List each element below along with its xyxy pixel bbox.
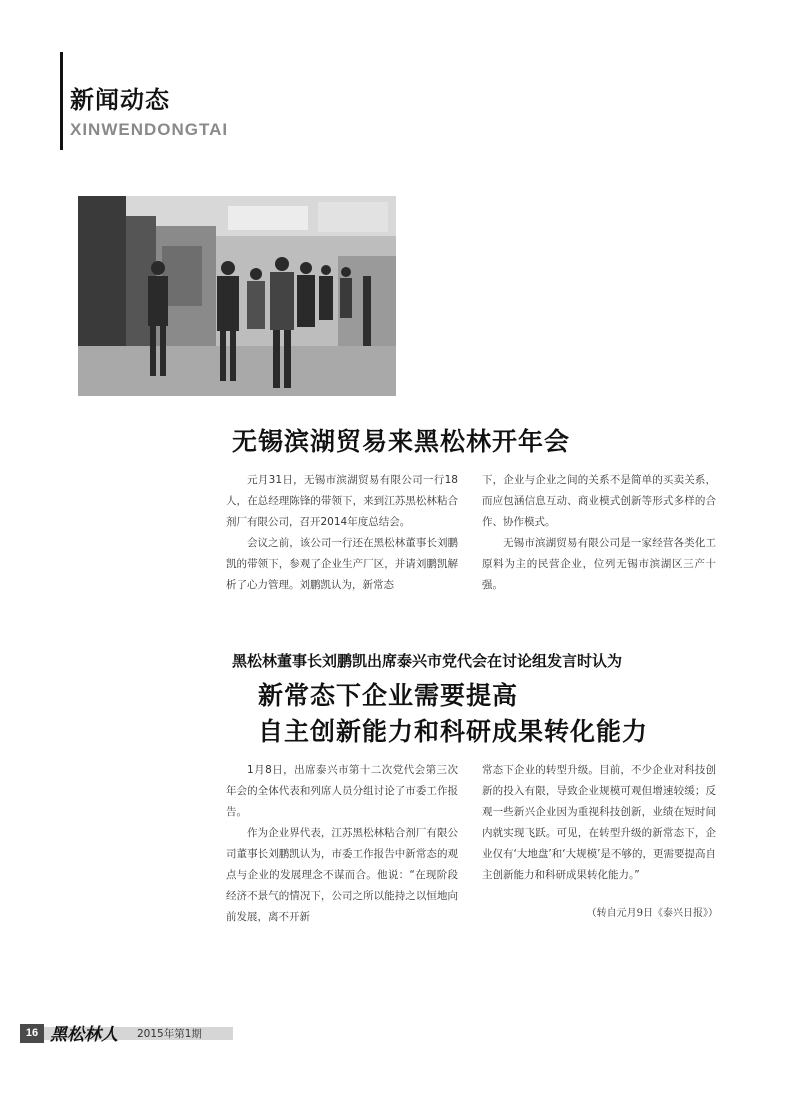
article2-paragraph: 1月8日，出席泰兴市第十二次党代会第三次年会的全体代表和列席人员分组讨论了市委工作报告。: [226, 764, 458, 818]
article2-right-column: [482, 760, 716, 886]
article1-paragraph: 下，企业与企业之间的关系不是简单的买卖关系，而应包涵信息互动、商业模式创新等形式多样的合作、协作模式。: [482, 474, 716, 528]
magazine-logo: 黑松林人: [50, 1025, 118, 1045]
page-number: 16: [20, 1024, 44, 1043]
article2-title-line1: 新常态下企业需要提高: [258, 681, 519, 710]
article2-paragraph: 常态下企业的转型升级。目前，不少企业对科技创新的投入有限，导致企业规模可观但增速较缓；反观一些新兴企业因为重视科技创新，业绩在短时间内就实现飞跃。可见，在转型升级的新常态下，企业仅有‘大地盘’和‘大规模’是不够的，更需要提高自主创新能力和科研成果转化能力。”: [482, 764, 716, 881]
article2-kicker: 黑松林董事长刘鹏凯出席泰兴市党代会在讨论组发言时认为: [232, 652, 623, 670]
section-pinyin: XINWENDONGTAI: [70, 120, 229, 139]
section-accent-bar: [60, 52, 63, 150]
article1-paragraph: 无锡市滨湖贸易有限公司是一家经营各类化工原料为主的民营企业，位列无锡市滨湖区三产十强。: [482, 537, 716, 591]
news-photo: [78, 196, 396, 396]
article2-left-column: [226, 760, 458, 928]
article1-left-column: [226, 470, 458, 596]
article1-paragraph: 会议之前，该公司一行还在黑松林董事长刘鹏凯的带领下，参观了企业生产厂区，并请刘鹏凯解析了心力管理。刘鹏凯认为，新常态: [226, 537, 458, 591]
article1-right-column: [482, 470, 716, 596]
article1-title: 无锡滨湖贸易来黑松林开年会: [232, 427, 571, 456]
section-title: 新闻动态: [70, 86, 170, 114]
article2-title-line2: 自主创新能力和科研成果转化能力: [258, 717, 649, 746]
article1-paragraph: 元月31日，无锡市滨湖贸易有限公司一行18人，在总经理陈锋的带领下，来到江苏黑松林粘合剂厂有限公司，召开2014年度总结会。: [226, 474, 458, 528]
article2-paragraph: 作为企业界代表，江苏黑松林粘合剂厂有限公司董事长刘鹏凯认为，市委工作报告中新常态的观点与企业的发展理念不谋而合。他说：“在现阶段经济不景气的情况下，公司之所以能持之以恒地向前发展，离不开新: [226, 827, 458, 923]
article2-source: （转自元月9日《泰兴日报》）: [586, 908, 718, 919]
issue-label: 2015年第1期: [137, 1028, 202, 1040]
